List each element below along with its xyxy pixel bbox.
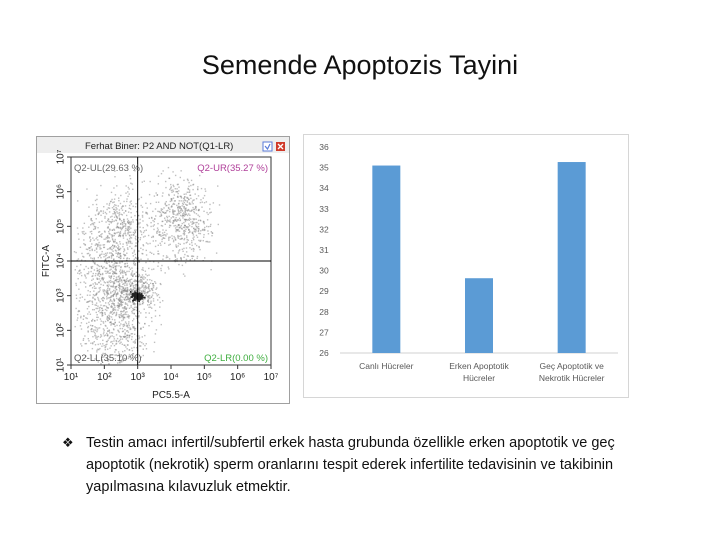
bar <box>558 162 586 353</box>
bar-y-tick-label: 32 <box>319 224 329 235</box>
bar-y-tick-label: 27 <box>319 327 329 338</box>
bar-y-tick-label: 36 <box>319 142 329 152</box>
y-axis-label: FITC-A <box>41 244 52 278</box>
flow-cytometry-panel <box>36 136 290 404</box>
x-tick-label: 10³ <box>130 372 145 383</box>
y-tick-label: 10⁷ <box>55 149 67 165</box>
bar-y-tick-label: 35 <box>319 162 329 173</box>
bar-chart <box>304 135 628 397</box>
options-icon[interactable] <box>263 142 272 151</box>
y-tick-label: 10² <box>55 323 67 338</box>
flow-plot-title: Ferhat Biner: P2 AND NOT(Q1-LR) <box>85 141 234 152</box>
y-axis-ticks <box>56 149 71 372</box>
bar-chart-panel <box>303 134 629 398</box>
bar-category-label: Erken Apoptotik <box>449 361 509 371</box>
diamond-bullet-icon: ❖ <box>62 435 74 450</box>
bars <box>372 162 585 353</box>
quadrant-label-ur: Q2-UR(35.27 %) <box>197 163 268 174</box>
bar <box>465 278 493 353</box>
close-icon[interactable] <box>276 142 285 151</box>
bar-y-tick-label: 31 <box>319 245 329 255</box>
y-tick-label: 10⁶ <box>55 184 67 200</box>
bar-y-tick-label: 33 <box>319 203 329 214</box>
bar-y-tick-label: 29 <box>319 286 329 297</box>
bar-y-axis-ticks <box>319 142 329 358</box>
slide-title: Semende Apoptozis Tayini <box>201 50 519 80</box>
bar-y-tick-label: 30 <box>319 265 329 276</box>
description-text: Testin amacı infertil/subfertil erkek hasta grubunda özellikle erken apoptotik ve geç apoptotik (nekrotik) sperm oranlarını tespit ederek infertilite tedavisinin ve takibinin yapılmasına kılavuzluk etmektir. <box>86 435 615 495</box>
x-tick-label: 10⁴ <box>163 372 179 383</box>
quadrant-label-ul: Q2-UL(29.63 %) <box>74 163 144 174</box>
quadrant-label-lr: Q2-LR(0.00 %) <box>204 353 268 364</box>
bar-y-tick-label: 28 <box>319 306 329 317</box>
bar-category-label: Canlı Hücreler <box>359 361 414 371</box>
x-tick-label: 10² <box>97 372 112 383</box>
x-tick-label: 10¹ <box>63 372 79 383</box>
x-tick-label: 10⁷ <box>263 372 279 383</box>
bar-category-label-line2: Nekrotik Hücreler <box>538 373 605 383</box>
bar-y-tick-label: 26 <box>319 348 329 358</box>
bar-y-tick-label: 34 <box>319 183 329 194</box>
y-tick-label: 10⁴ <box>55 253 67 269</box>
bar-category-label-line2: Hücreler <box>462 373 496 383</box>
y-tick-label: 10⁵ <box>55 218 67 234</box>
bar-x-axis-labels <box>359 361 604 383</box>
x-tick-label: 10⁶ <box>230 372 246 383</box>
bar-category-label: Geç Apoptotik ve <box>539 361 604 371</box>
y-tick-label: 10¹ <box>55 357 67 373</box>
x-axis-ticks <box>64 365 279 383</box>
quadrant-label-ll: Q2-LL(35.10 %) <box>74 353 142 364</box>
x-tick-label: 10⁵ <box>196 372 212 383</box>
y-tick-label: 10³ <box>55 288 67 303</box>
x-axis-label: PC5.5-A <box>152 390 190 401</box>
description-bullet <box>62 432 662 498</box>
bar <box>372 166 400 353</box>
flow-cytometry-plot <box>37 137 289 403</box>
